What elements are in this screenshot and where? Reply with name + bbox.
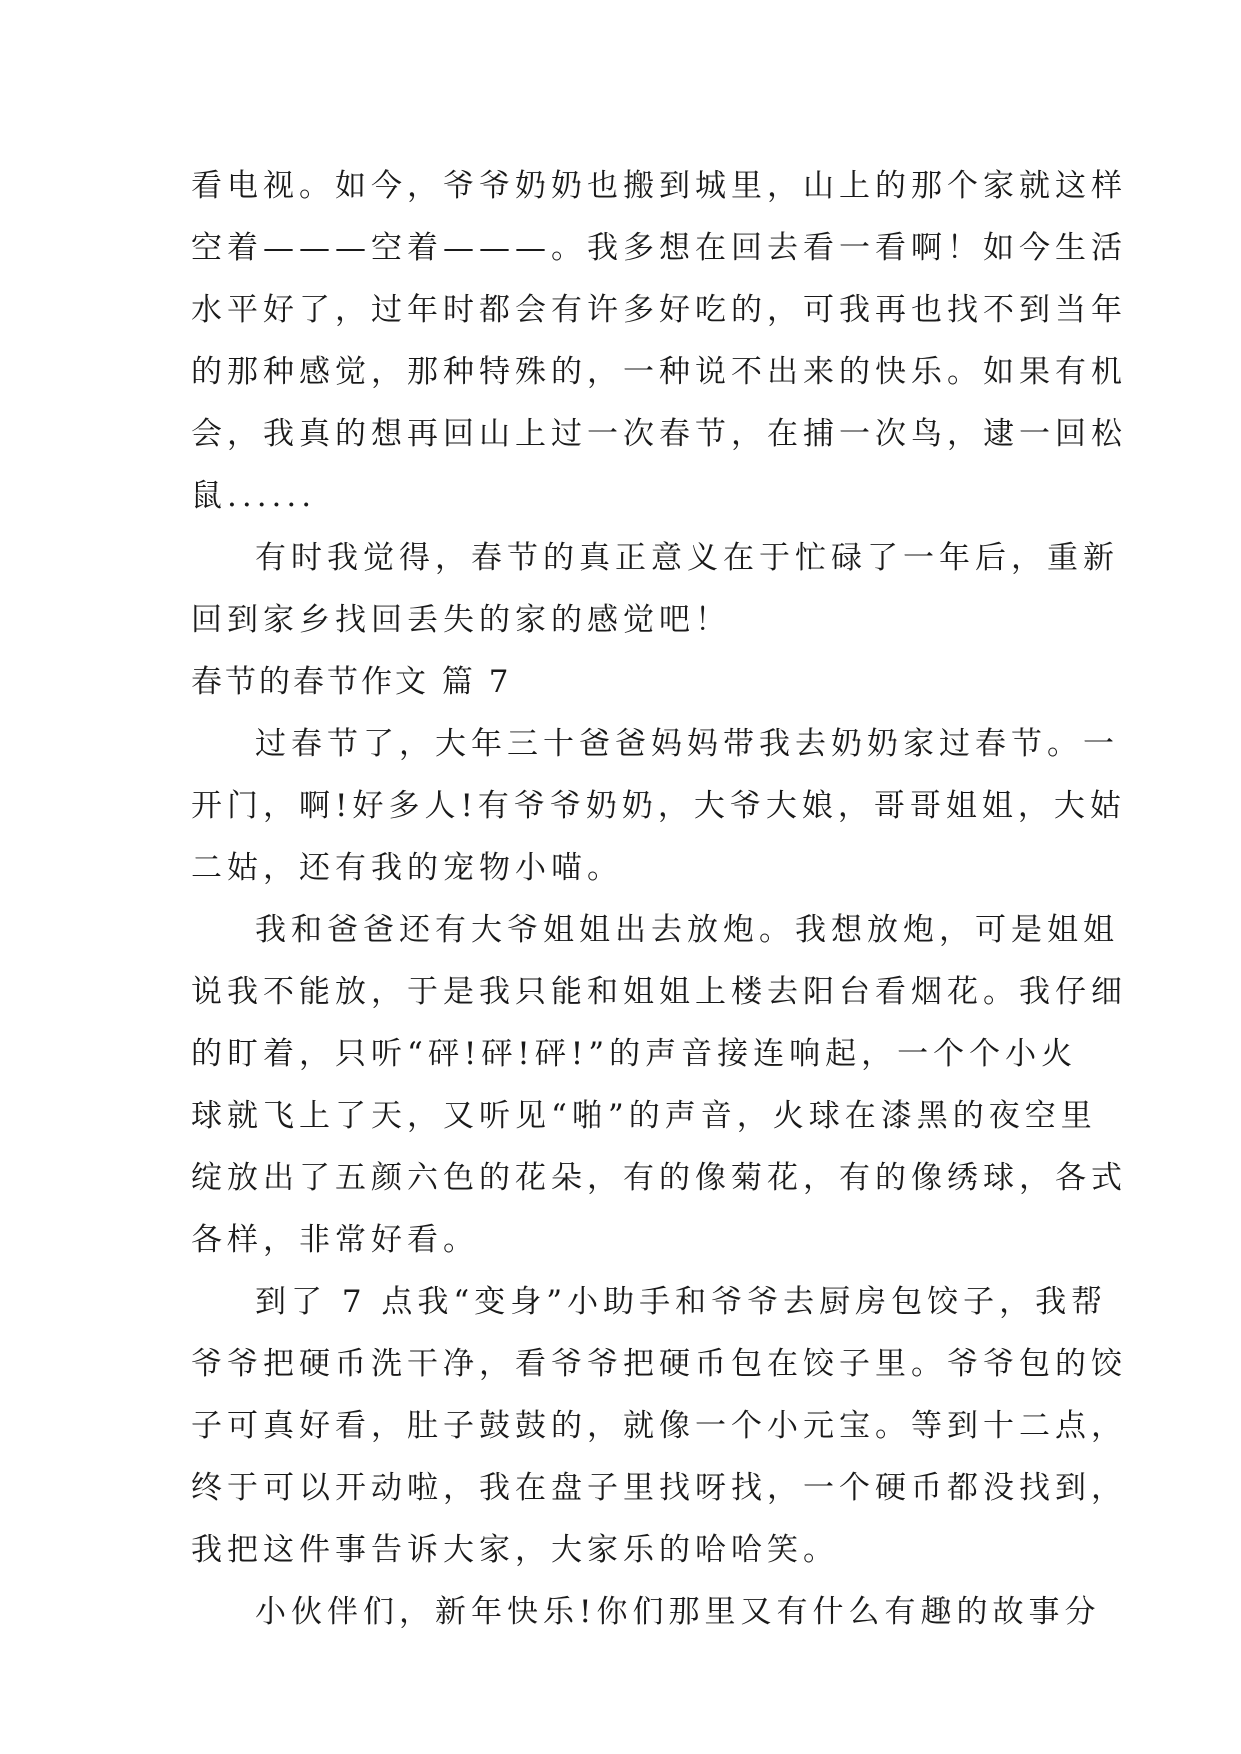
text-line: 看电视。如今，爷爷奶奶也搬到城里，山上的那个家就这样: [191, 168, 1127, 204]
text-line: 的那种感觉，那种特殊的，一种说不出来的快乐。如果有机: [191, 354, 1127, 390]
paragraph-first-line: 我和爸爸还有大爷姐姐出去放炮。我想放炮，可是姐姐: [255, 912, 1119, 948]
paragraph-first-line: 过春节了，大年三十爸爸妈妈带我去奶奶家过春节。一: [255, 726, 1119, 762]
text-line: 回到家乡找回丢失的家的感觉吧！: [191, 602, 731, 638]
text-line: 二姑，还有我的宠物小喵。: [191, 850, 623, 886]
text-line: 绽放出了五颜六色的花朵，有的像菊花，有的像绣球，各式: [191, 1160, 1127, 1196]
paragraph-first-line: 到了 7 点我“变身”小助手和爷爷去厨房包饺子，我帮: [255, 1284, 1108, 1320]
text-line: 鼠......: [191, 478, 317, 514]
text-line: 子可真好看，肚子鼓鼓的，就像一个小元宝。等到十二点，: [191, 1408, 1127, 1444]
text-line: 说我不能放，于是我只能和姐姐上楼去阳台看烟花。我仔细: [191, 974, 1127, 1010]
paragraph-first-line: 有时我觉得，春节的真正意义在于忙碌了一年后，重新: [255, 540, 1119, 576]
text-line: 我把这件事告诉大家，大家乐的哈哈笑。: [191, 1532, 839, 1568]
text-line: 会，我真的想再回山上过一次春节，在捕一次鸟，逮一回松: [191, 416, 1127, 452]
document-body: [191, 155, 1127, 1643]
text-line: 球就飞上了天，又听见“啪”的声音，火球在漆黑的夜空里: [191, 1098, 1097, 1134]
section-heading: 春节的春节作文 篇 7: [191, 664, 512, 700]
text-line: 爷爷把硬币洗干净，看爷爷把硬币包在饺子里。爷爷包的饺: [191, 1346, 1127, 1382]
text-line: 各样，非常好看。: [191, 1222, 479, 1258]
paragraph-first-line: 小伙伴们，新年快乐!你们那里又有什么有趣的故事分: [255, 1594, 1101, 1630]
text-line: 终于可以开动啦，我在盘子里找呀找，一个硬币都没找到，: [191, 1470, 1127, 1506]
text-line: 空着———空着———。我多想在回去看一看啊！如今生活: [191, 230, 1127, 266]
text-line: 的盯着，只听“砰!砰!砰!”的声音接连响起，一个个小火: [191, 1036, 1078, 1072]
text-line: 水平好了，过年时都会有许多好吃的，可我再也找不到当年: [191, 292, 1127, 328]
text-line: 开门，啊!好多人!有爷爷奶奶，大爷大娘，哥哥姐姐，大姑: [191, 788, 1126, 824]
